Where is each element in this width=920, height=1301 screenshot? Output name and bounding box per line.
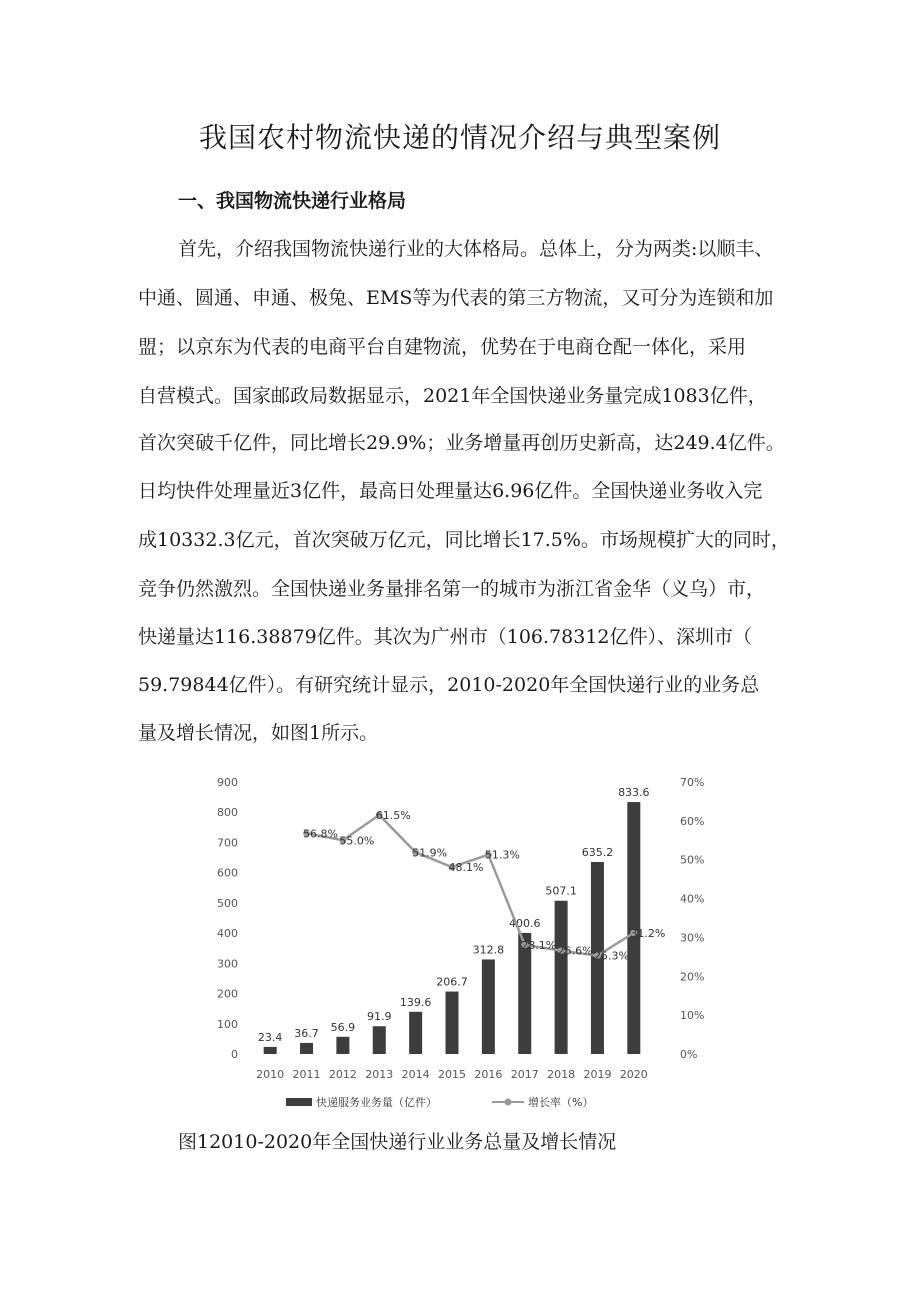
x-axis-tick-label: 2013 [365,1068,394,1081]
x-axis-tick-label: 2012 [328,1068,357,1081]
x-axis-tick-label: 2014 [401,1068,430,1081]
legend-line-marker [505,1099,512,1106]
right-axis-tick-label: 30% [680,931,705,945]
section-heading: 一、我国物流快递行业格局 [178,190,407,212]
x-axis-tick-label: 2010 [256,1068,285,1081]
right-axis-tick-label: 0% [680,1048,698,1061]
legend-bar-swatch [286,1098,312,1106]
bar-value-label: 400.6 [508,916,541,930]
paragraph-line: 首先，介绍我国物流快递行业的大体格局。总体上，分为两类:以顺丰、 [178,238,774,260]
legend-line-label: 增长率（%） [528,1096,594,1109]
bar [264,1047,277,1054]
paragraph-line: 竞争仍然激烈。全国快递业务量排名第一的城市为浙江省金华（义乌）市， [138,578,766,600]
bar [555,901,568,1054]
left-axis-tick-label: 700 [217,836,238,850]
figure-caption: 图12010-2020年全国快递行业业务总量及增长情况 [178,1131,617,1153]
left-axis-tick-label: 800 [217,806,238,820]
left-axis-tick-label: 100 [217,1017,238,1031]
growth-rate-label: 48.1% [448,861,484,875]
growth-rate-label: 56.8% [303,827,339,841]
paragraph-line: 快递量达116.38879亿件。其次为广州市（106.78312亿件）、深圳市（ [138,626,752,648]
right-axis-tick-label: 70% [680,776,705,789]
right-axis-tick-label: 60% [680,814,705,828]
left-axis-tick-label: 0 [231,1048,238,1061]
chart-canvas [206,766,712,1112]
paragraph-line: 盟；以京东为代表的电商平台自建物流，优势在于电商仓配一体化，采用 [138,336,747,358]
bar [336,1037,349,1054]
bar [373,1026,386,1054]
bar-value-label: 23.4 [257,1030,283,1044]
x-axis-tick-label: 2019 [583,1068,612,1081]
right-axis-tick-label: 50% [680,853,705,867]
right-axis-tick-label: 40% [680,892,705,906]
bar-value-label: 507.1 [545,884,577,898]
x-axis-tick-label: 2016 [474,1068,503,1081]
right-axis-tick-label: 20% [680,970,705,984]
paragraph-line: 中通、圆通、申通、极兔、EMS等为代表的第三方物流，又可分为连锁和加 [138,287,774,309]
growth-rate-label: 28.1% [521,938,557,952]
paragraph-line: 成10332.3亿元，首次突破万亿元，同比增长17.5%。市场规模扩大的同时， [138,529,790,551]
bar [482,959,495,1054]
left-axis-tick-label: 300 [217,957,238,971]
bar-value-label: 91.9 [367,1010,392,1024]
left-axis-tick-label: 900 [217,776,238,789]
left-axis-tick-label: 400 [217,927,238,941]
left-axis-tick-label: 600 [217,866,238,880]
legend-bar-label: 快递服务业务量（亿件） [316,1096,437,1109]
x-axis-tick-label: 2017 [510,1068,539,1081]
paragraph-line: 日均快件处理量近3亿件，最高日处理量达6.96亿件。全国快递业务收入完 [138,480,763,502]
bar [300,1043,313,1054]
paragraph-line: 量及增长情况，如图1所示。 [138,722,379,744]
paragraph-line: 首次突破千亿件，同比增长29.9%；业务增量再创历史新高，达249.4亿件。 [138,432,785,454]
bar [409,1012,422,1054]
x-axis-tick-label: 2018 [547,1068,576,1081]
express-volume-chart [206,766,712,1112]
bar-value-label: 206.7 [436,975,468,989]
bar [446,992,459,1054]
x-axis-tick-label: 2015 [438,1068,466,1081]
growth-rate-label: 25.3% [593,949,629,963]
right-axis-tick-label: 10% [680,1009,705,1023]
bar-value-label: 635.2 [581,846,614,860]
bar-value-label: 833.6 [618,786,650,800]
bar-value-label: 139.6 [399,995,432,1009]
x-axis [256,1068,648,1081]
bar-value-label: 312.8 [472,943,505,957]
growth-rate-label: 61.5% [375,809,411,823]
paragraph-line: 自营模式。国家邮政局数据显示，2021年全国快递业务量完成1083亿件， [138,385,767,407]
growth-rate-label: 55.0% [339,834,375,848]
left-axis-tick-label: 200 [217,987,238,1001]
growth-rate-label: 51.9% [412,846,448,860]
left-axis-tick-label: 500 [217,896,238,910]
x-axis-tick-label: 2011 [292,1068,321,1081]
growth-rate-label: 31.2% [630,926,666,940]
paragraph-line: 59.79844亿件）。有研究统计显示，2010-2020年全国快递行业的业务总 [138,674,760,696]
x-axis-tick-label: 2020 [619,1068,648,1081]
growth-rate-label: 26.6% [557,944,593,958]
bar-value-label: 36.7 [294,1026,319,1040]
document-title: 我国农村物流快递的情况介绍与典型案例 [198,121,721,154]
growth-rate-label: 51.3% [484,848,520,862]
bar-value-label: 56.9 [330,1020,356,1034]
